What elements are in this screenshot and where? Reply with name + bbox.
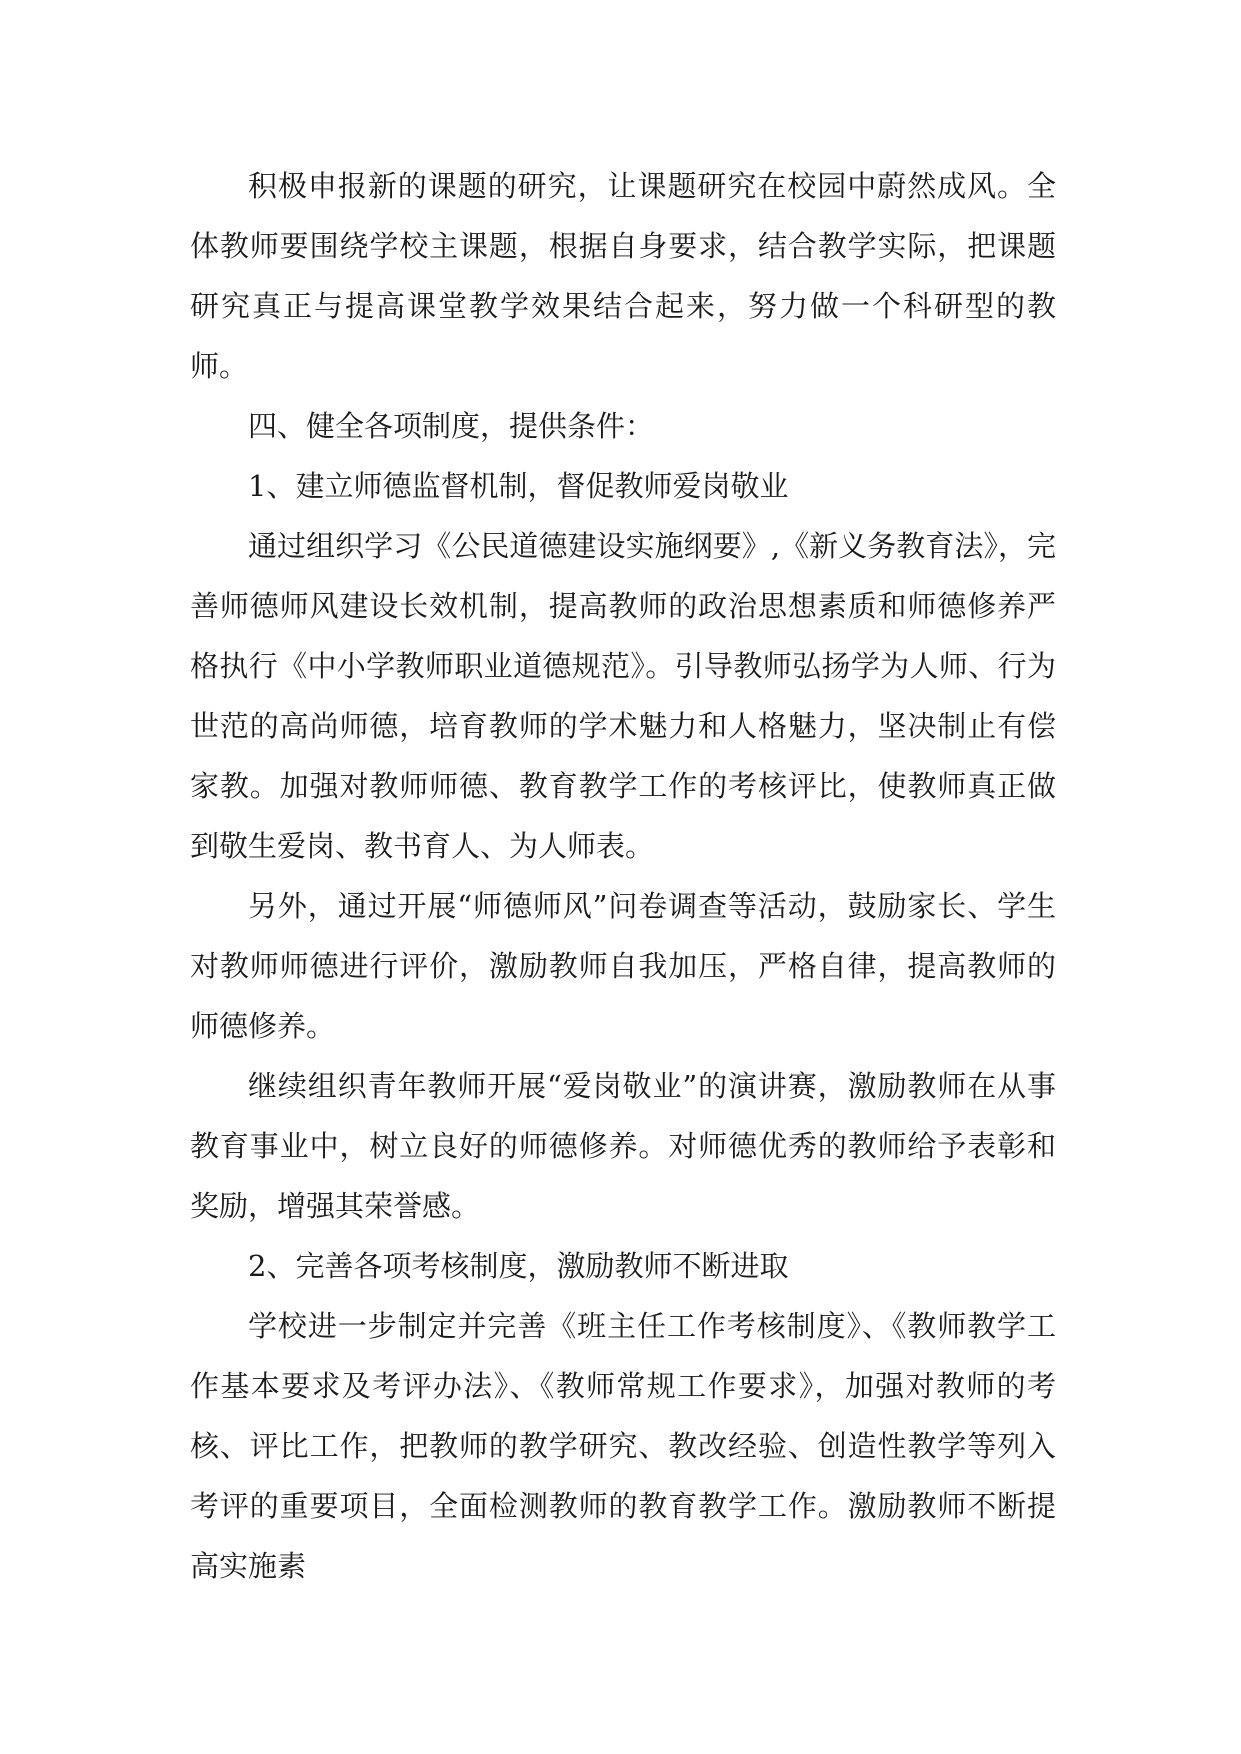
paragraph-assessment: 学校进一步制定并完善《班主任工作考核制度》、《教师教学工作基本要求及考评办法》、《教师常规工作要求》，加强对教师的考核、评比工作，把教师的教学研究、教改经验、创造性教学等列入考评的重要项目，全面检测教师的教育教学工作。激励教师不断提高实施素 (190, 1309, 1056, 1583)
paragraph-research: 积极申报新的课题的研究，让课题研究在校园中蔚然成风。全体教师要围绕学校主课题，根据自身要求，结合教学实际，把课题研究真正与提高课堂教学效果结合起来，努力做一个科研型的教师。 (190, 169, 1056, 383)
section-heading-systems: 四、健全各项制度，提供条件： (248, 409, 655, 443)
paragraph-ethics-study: 通过组织学习《公民道德建设实施纲要》,《新义务教育法》，完善师德师风建设长效机制，提高教师的政治思想素质和师德修养严格执行《中小学教师职业道德规范》。引导教师弘扬学为人师、行为世范的高尚师德，培育教师的学术魅力和人格魅力，坚决制止有偿家教。加强对教师师德、教育教学工作的考核评比，使教师真正做到敬生爱岗、教书育人、为人师表。 (190, 529, 1056, 863)
subheading-ethics-supervision: 1、建立师德监督机制，督促教师爱岗敬业 (248, 469, 789, 503)
subheading-assessment: 2、完善各项考核制度，激励教师不断进取 (248, 1249, 789, 1283)
document-body (190, 156, 1056, 1596)
paragraph-survey: 另外，通过开展“师德师风”问卷调查等活动，鼓励家长、学生对教师师德进行评价，激励教师自我加压，严格自律，提高教师的师德修养。 (190, 889, 1056, 1043)
paragraph-speech-contest: 继续组织青年教师开展“爱岗敬业”的演讲赛，激励教师在从事教育事业中，树立良好的师德修养。对师德优秀的教师给予表彰和奖励，增强其荣誉感。 (190, 1069, 1056, 1223)
